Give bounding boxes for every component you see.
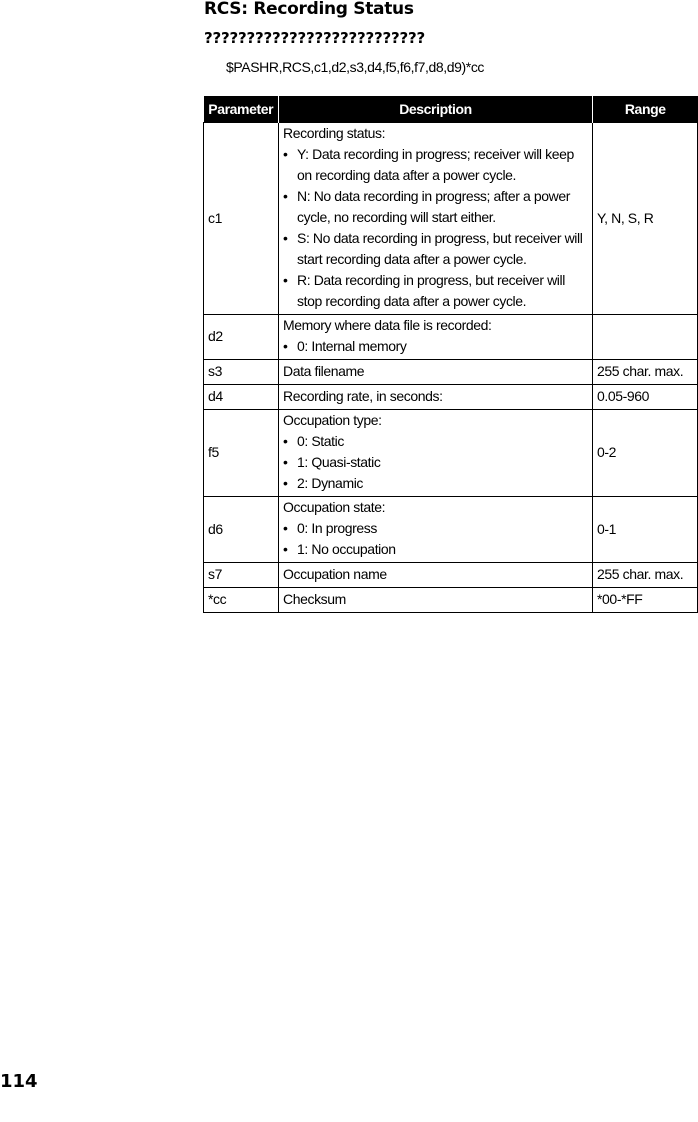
cell-description — [279, 497, 593, 563]
page-title: RCS: Recording Status — [204, 0, 414, 19]
cell-parameter: d6 — [204, 497, 279, 563]
bullet-icon: • — [283, 338, 288, 354]
table-header-row — [204, 96, 698, 123]
table-row — [204, 315, 698, 360]
cell-description — [279, 563, 593, 588]
cell-parameter: c1 — [204, 123, 279, 315]
cell-parameter: *cc — [204, 588, 279, 613]
cell-parameter: s3 — [204, 360, 279, 385]
bullet-text: 2: Dynamic — [297, 475, 364, 491]
bullet-text: 0: Internal memory — [297, 338, 407, 354]
description-text: Data filename — [283, 362, 365, 379]
parameters-table — [203, 96, 698, 613]
bullet-item — [283, 431, 588, 452]
cell-description — [279, 315, 593, 360]
bullet-text: 0: In progress — [297, 520, 377, 536]
cell-parameter: s7 — [204, 563, 279, 588]
bullet-text: 0: Static — [297, 433, 344, 449]
table-row — [204, 497, 698, 563]
bullet-item — [283, 270, 588, 312]
table-row — [204, 360, 698, 385]
bullet-text: Y: Data recording in progress; receiver will keep on recording data after a power cycle. — [297, 146, 574, 183]
table-row — [204, 123, 698, 315]
bullet-icon: • — [283, 541, 288, 557]
cell-range: Y, N, S, R — [593, 123, 698, 315]
bullet-icon: • — [283, 146, 288, 162]
table-row — [204, 410, 698, 497]
bullet-icon: • — [283, 454, 288, 470]
bullet-icon: • — [283, 272, 288, 288]
bullet-text: R: Data recording in progress, but receiver will stop recording data after a power cycle. — [297, 272, 565, 309]
table-row — [204, 563, 698, 588]
bullet-item — [283, 473, 588, 494]
cell-range: 0-1 — [593, 497, 698, 563]
bullet-icon: • — [283, 230, 288, 246]
bullet-item — [283, 144, 588, 186]
cell-description — [279, 385, 593, 410]
page-subtitle: ?????????????????????????? — [204, 29, 426, 47]
bullet-item — [283, 518, 588, 539]
bullet-text: N: No data recording in progress; after a power cycle, no recording will start either. — [297, 188, 571, 225]
cell-description — [279, 588, 593, 613]
command-syntax: $PASHR,RCS,c1,d2,s3,d4,f5,f6,f7,d8,d9)*cc — [226, 59, 485, 75]
cell-range: 0.05-960 — [593, 385, 698, 410]
bullet-icon: • — [283, 475, 288, 491]
cell-parameter: d2 — [204, 315, 279, 360]
description-text: Occupation type: — [283, 412, 382, 428]
cell-description — [279, 410, 593, 497]
description-text: Occupation name — [283, 565, 387, 582]
table-body — [204, 123, 698, 613]
description-text: Recording rate, in seconds: — [283, 387, 443, 404]
cell-range — [593, 315, 698, 360]
bullet-item — [283, 228, 588, 270]
cell-range: *00-*FF — [593, 588, 698, 613]
bullet-item — [283, 539, 588, 560]
cell-range: 255 char. max. — [593, 563, 698, 588]
cell-description — [279, 123, 593, 315]
header-description: Description — [279, 96, 593, 123]
description-text: Occupation state: — [283, 499, 386, 515]
cell-range: 255 char. max. — [593, 360, 698, 385]
bullet-text: 1: Quasi-static — [297, 454, 381, 470]
page-number: 114 — [0, 1071, 38, 1092]
cell-parameter: f5 — [204, 410, 279, 497]
bullet-text: S: No data recording in progress, but receiver will start recording data after a power cycle. — [297, 230, 583, 267]
cell-description — [279, 360, 593, 385]
header-range: Range — [593, 96, 698, 123]
description-text: Memory where data file is recorded: — [283, 317, 492, 333]
description-text: Checksum — [283, 590, 346, 607]
cell-parameter: d4 — [204, 385, 279, 410]
description-text: Recording status: — [283, 125, 386, 141]
bullet-icon: • — [283, 433, 288, 449]
bullet-text: 1: No occupation — [297, 541, 396, 557]
bullet-item — [283, 336, 588, 357]
bullet-icon: • — [283, 520, 288, 536]
table-row — [204, 588, 698, 613]
bullet-icon: • — [283, 188, 288, 204]
cell-range: 0-2 — [593, 410, 698, 497]
header-parameter: Parameter — [204, 96, 279, 123]
bullet-item — [283, 452, 588, 473]
table-row — [204, 385, 698, 410]
bullet-item — [283, 186, 588, 228]
